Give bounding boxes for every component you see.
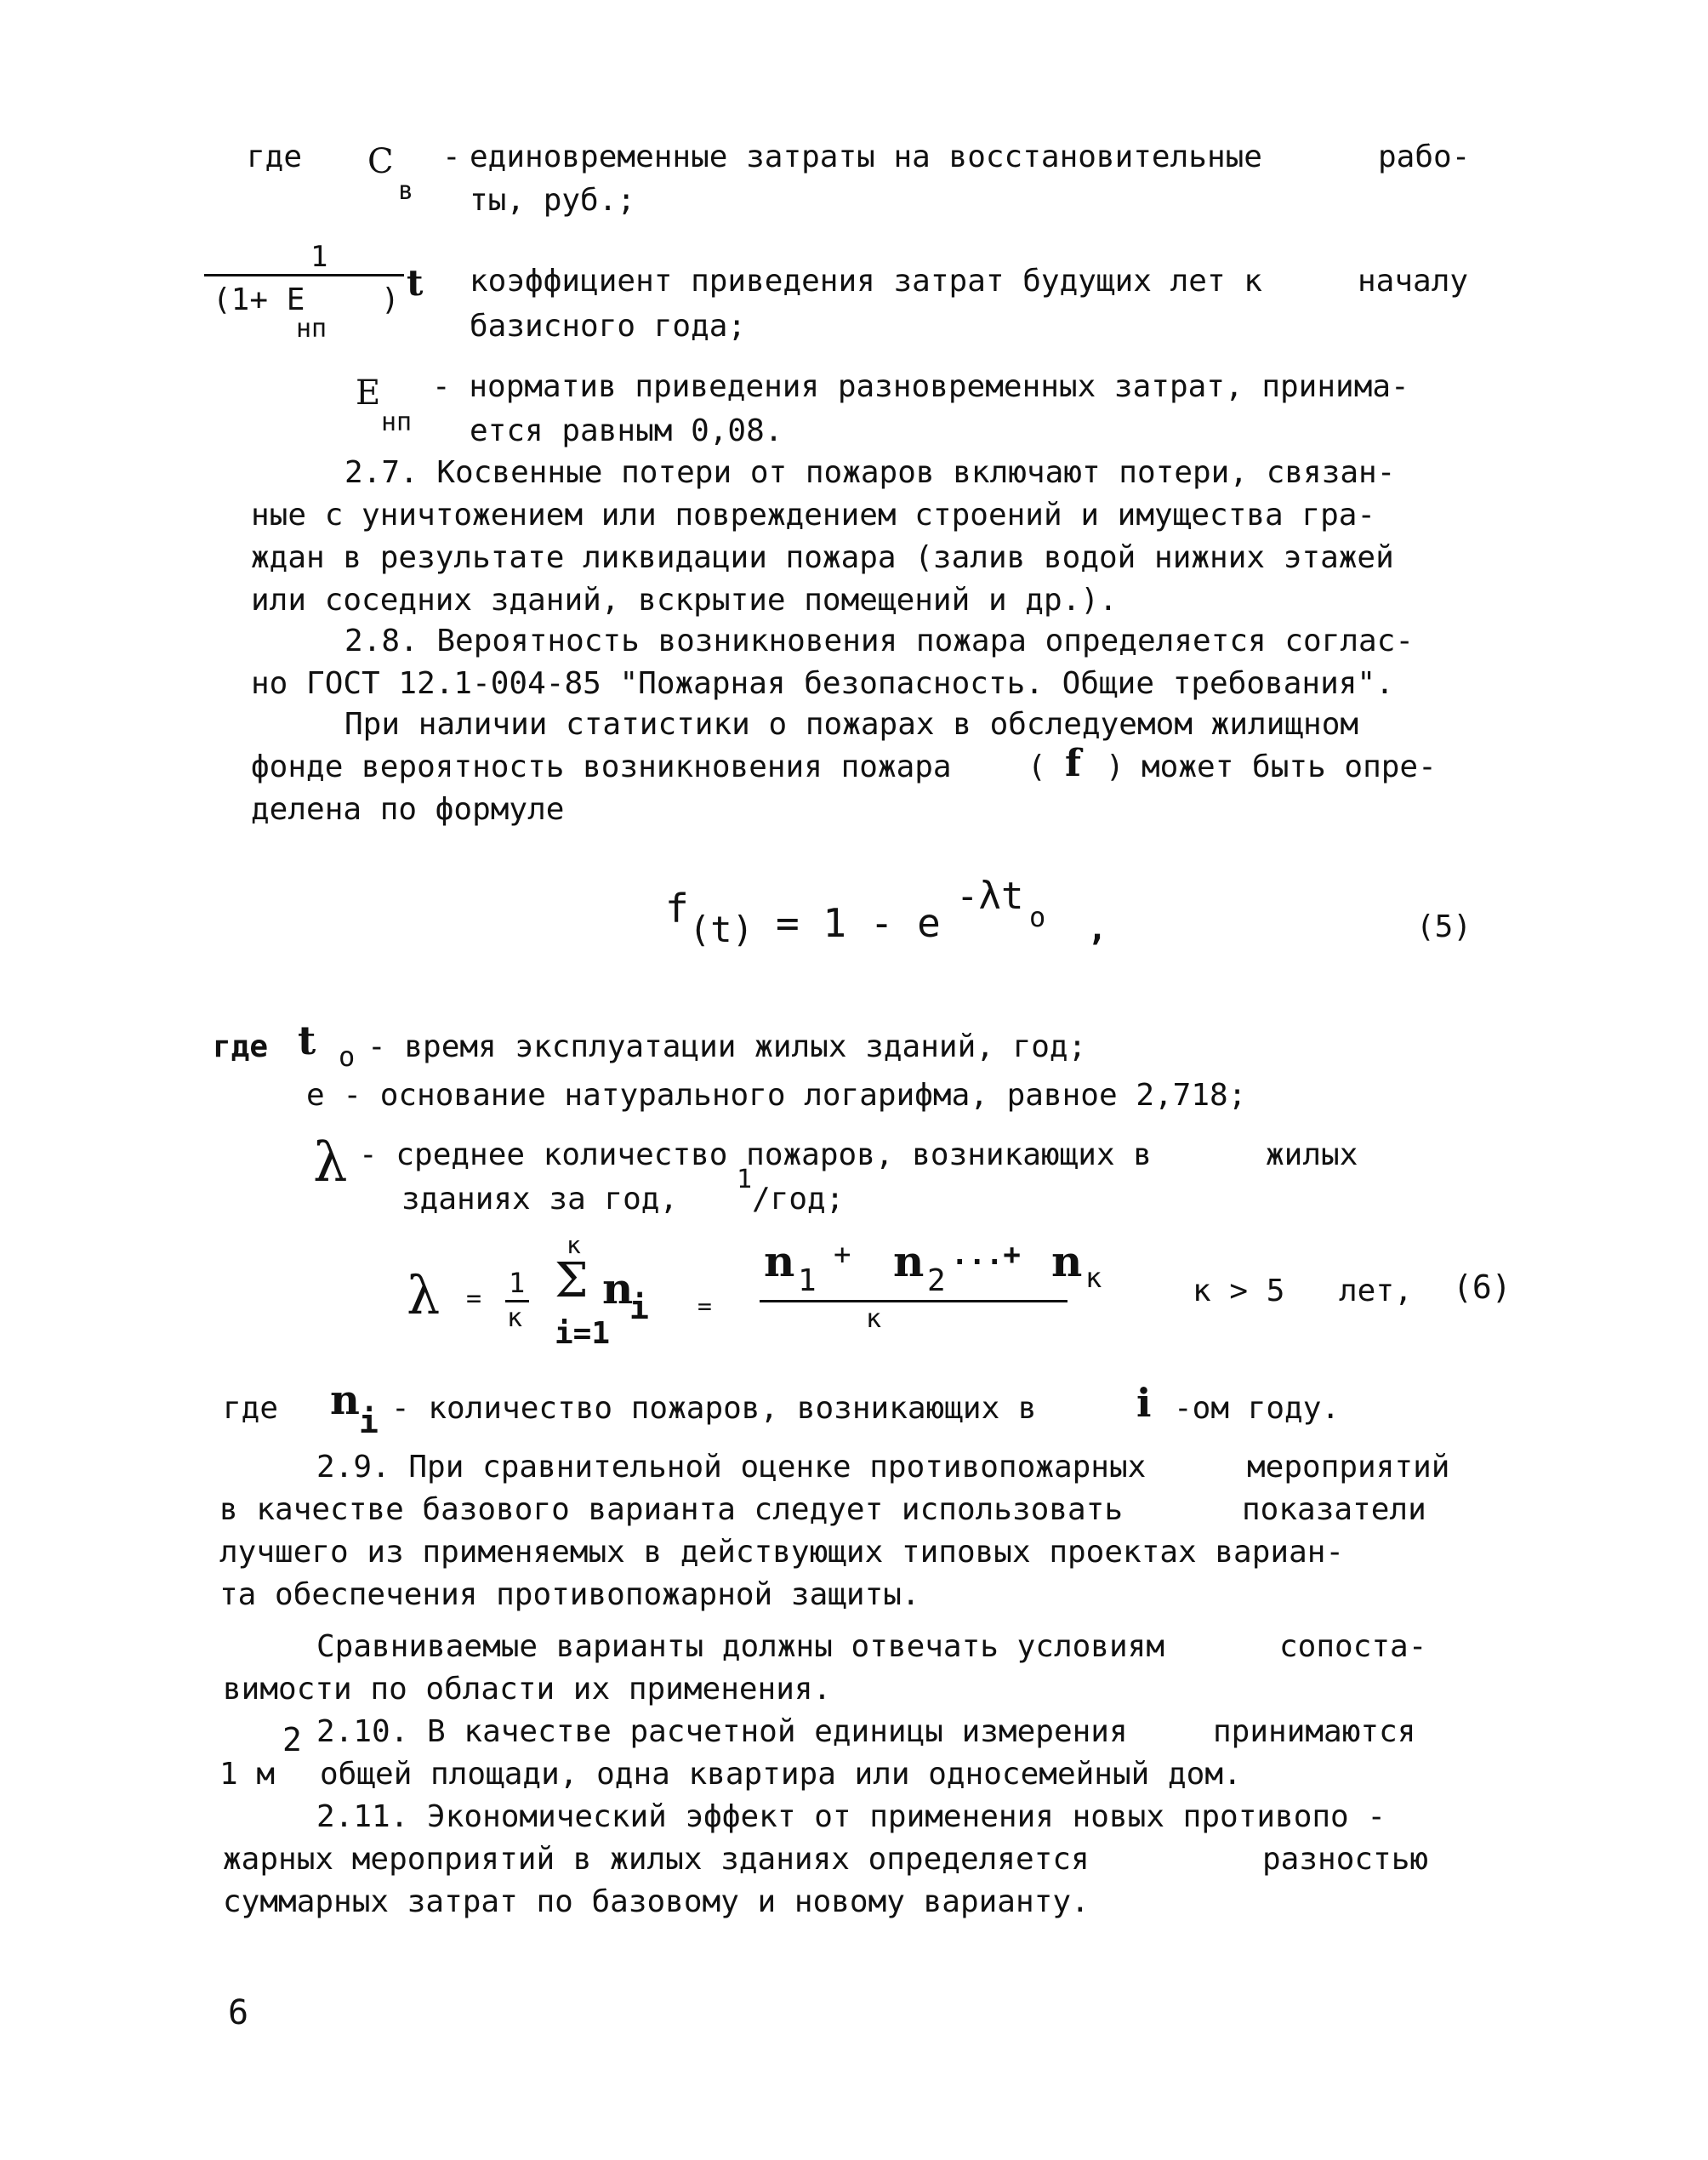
fraction-denominator-paren: ) [381, 282, 400, 317]
para-2-9-line-2: в качестве базового варианта следует использовать [219, 1492, 1124, 1527]
formula-6-fraction-bar [760, 1300, 1068, 1302]
n-definition-end: -ом году. [1174, 1391, 1341, 1426]
para-2-10-line-2-unit: 1 м [219, 1757, 276, 1792]
para-stat-line-3: делена по формуле [251, 792, 565, 827]
e-definition: e - основание натурального логарифма, равное 2,718; [306, 1078, 1247, 1113]
formula-6-sum-lower: i=1 [555, 1316, 611, 1351]
formula-5-exponent-subscript: o [1029, 901, 1046, 933]
symbol-e-subscript: нп [381, 407, 413, 437]
formula-5-number: (5) [1416, 909, 1472, 944]
formula-6-plus: + [834, 1238, 851, 1272]
formula-5-f: f [665, 886, 689, 932]
where-label-3: где [223, 1391, 279, 1426]
formula-6-k-denominator-2: к [866, 1304, 882, 1334]
block2-line1-end: началу [1358, 264, 1469, 299]
block1-line2: ты, руб.; [470, 183, 636, 218]
fraction-bar [204, 274, 404, 276]
para-2-11-line-3: суммарных затрат по базовому и новому варианту. [223, 1884, 1090, 1919]
formula-6-dots: ...+ [951, 1238, 1021, 1272]
para-2-8-line-2: но ГОСТ 12.1-004-85 "Пожарная безопасность. Общие требования". [251, 666, 1394, 701]
symbol-e: E [356, 373, 381, 413]
where-label: где [247, 140, 303, 174]
lambda-definition-line-1: - среднее количество пожаров, возникающих в [359, 1137, 1152, 1172]
symbol-i: i [1136, 1380, 1152, 1426]
formula-6-sigma: Σ [555, 1253, 589, 1308]
symbol-n-subscript: i [359, 1403, 379, 1440]
formula-6-sum-var: n [602, 1263, 634, 1314]
formula-6-k-denominator: к [507, 1303, 523, 1333]
para-2-9-line-1-end: мероприятий [1247, 1450, 1450, 1485]
lambda-definition-line-1-end: жилых [1266, 1137, 1358, 1172]
symbol-f: f [1065, 742, 1081, 785]
formula-6-number: (6) [1453, 1268, 1512, 1306]
para-2-9-line-2-end: показатели [1242, 1492, 1426, 1527]
symbol-t: t [298, 1017, 316, 1063]
para-2-9-line-3: лучшего из применяемых в действующих типовых проектах вариан- [219, 1535, 1345, 1570]
para-stat-paren-open: ( [1028, 749, 1046, 784]
para-2-10-line-1-end: принимаются [1213, 1714, 1416, 1749]
lambda-definition-line-2-end: /год; [752, 1182, 845, 1217]
para-2-11-line-2-end: разностью [1262, 1842, 1429, 1877]
lambda-definition-line-2: зданиях за год, [401, 1182, 679, 1217]
symbol-t-subscript: o [339, 1040, 356, 1073]
formula-6-condition: к > 5 [1193, 1274, 1285, 1308]
fraction-power: t [407, 262, 424, 304]
formula-5-equals: = 1 - e [776, 900, 941, 946]
formula-5-arg: (t) [689, 909, 754, 950]
symbol-c: C [367, 142, 394, 181]
formula-6-sum-upper: к [566, 1231, 581, 1259]
symbol-lambda: λ [313, 1131, 348, 1194]
para-2-7-line-3: ждан в результате ликвидации пожара (залив водой нижних этажей [251, 540, 1394, 575]
fraction-denominator-subscript: нп [296, 314, 327, 344]
block1-line1-end: рабо- [1378, 140, 1471, 174]
para-2-8-line-1: 2.8. Вероятность возникновения пожара определяется соглас‐ [344, 624, 1415, 658]
formula-5-comma: , [1087, 909, 1108, 949]
formula-6-sum-var-subscript: i [629, 1289, 649, 1326]
page-number: 6 [228, 1993, 249, 2032]
block3-line2: ется равным 0,08. [470, 413, 783, 448]
para-compare-line-2: вимости по области их применения. [223, 1672, 832, 1707]
block2-line1: коэффициент приведения затрат будущих лет к [470, 264, 1262, 299]
dash: - [442, 140, 461, 174]
formula-6-n2-subscript: 2 [927, 1263, 946, 1298]
para-2-10-line-1: 2.10. В качестве расчетной единицы измерения [316, 1714, 1128, 1749]
para-2-10-line-2: общей площади, одна квартира или односемейный дом. [320, 1757, 1242, 1792]
formula-6-years: лет, [1339, 1274, 1413, 1308]
fraction-numerator: 1 [310, 240, 328, 274]
n-definition: - количество пожаров, возникающих в [391, 1391, 1037, 1426]
formula-6-equals-2: = [697, 1292, 712, 1320]
lambda-unit-superscript: 1 [737, 1165, 753, 1194]
para-compare-line-1: Сравниваемые варианты должны отвечать условиям [316, 1629, 1164, 1664]
formula-6-one: 1 [509, 1267, 526, 1299]
fraction-denominator: (1+ E [213, 282, 305, 317]
para-2-7-line-2: ные с уничтожением или повреждением строений и имущества гра- [251, 498, 1376, 533]
para-2-11-line-2: жарных мероприятий в жилых зданиях определяется [223, 1842, 1090, 1877]
symbol-n: n [330, 1376, 360, 1424]
para-2-7-line-4: или соседних зданий, вскрытие помещений и др.). [251, 583, 1118, 618]
square-superscript: 2 [282, 1721, 302, 1758]
t-definition: - время эксплуатации жилых зданий, год; [367, 1029, 1087, 1064]
para-stat-line-2-end: может быть опре- [1142, 749, 1437, 784]
formula-6-n1-subscript: 1 [798, 1263, 817, 1298]
para-2-9-line-1: 2.9. При сравнительной оценке противопожарных [316, 1450, 1147, 1485]
formula-6-nk: n [1051, 1236, 1083, 1286]
formula-6-nk-subscript: к [1085, 1262, 1102, 1294]
formula-5-exponent: -λt [956, 875, 1024, 918]
para-stat-line-1: При наличии статистики о пожарах в обследуемом жилищном [344, 707, 1359, 742]
para-stat-paren-close: ) [1106, 749, 1124, 784]
para-stat-line-2: фонде вероятность возникновения пожара [251, 749, 952, 784]
symbol-c-subscript: в [398, 176, 414, 206]
para-2-7-line-1: 2.7. Косвенные потери от пожаров включают потери, связан- [344, 455, 1396, 490]
para-2-11-line-1: 2.11. Экономический эффект от применения новых противопо - [316, 1799, 1386, 1834]
formula-6-lambda: λ [407, 1264, 441, 1326]
where-label-2: где [213, 1029, 269, 1064]
formula-6-equals-1: = [466, 1284, 482, 1314]
para-2-9-line-4: та обеспечения противопожарной защиты. [219, 1577, 920, 1612]
formula-6-n2: n [893, 1236, 925, 1286]
formula-6-n1: n [764, 1236, 795, 1286]
formula-6-small-bar [505, 1300, 529, 1302]
para-compare-line-1-end: сопоста- [1279, 1629, 1427, 1664]
block2-line2: базисного года; [470, 309, 747, 344]
block3-line1: - норматив приведения разновременных затрат, принима- [432, 369, 1409, 404]
block1-line1: единовременные затраты на восстановительные [470, 140, 1262, 174]
